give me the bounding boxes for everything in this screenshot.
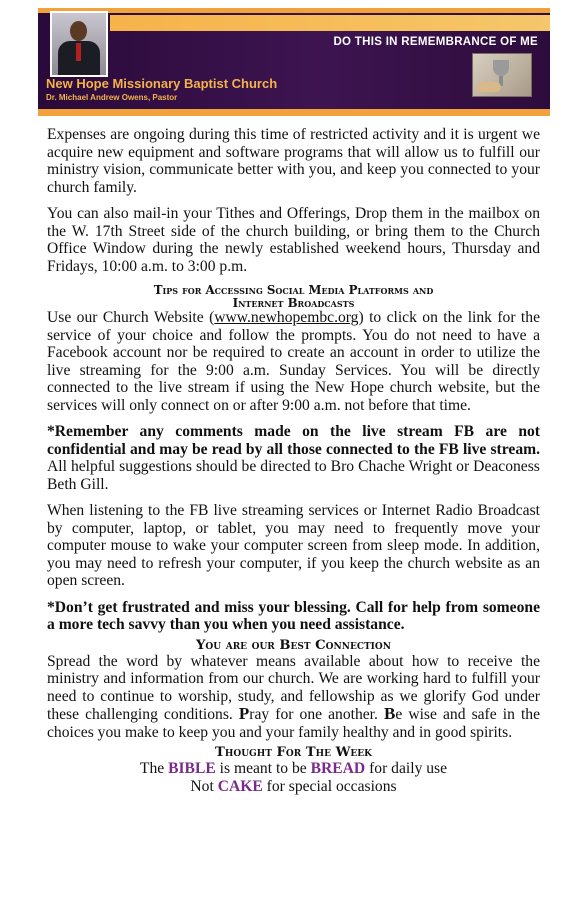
- tips-heading-line1: Tips for Accessing Social Media Platforms and: [153, 283, 434, 297]
- banner-phrase: DO THIS IN REMEMBRANCE OF ME: [333, 36, 538, 48]
- thought-heading: Thought For The Week: [215, 745, 372, 760]
- newsletter-body: [47, 126, 540, 795]
- website-paragraph: [47, 309, 540, 414]
- connection-paragraph: [47, 653, 540, 742]
- thought-line-1: [47, 760, 540, 778]
- website-link[interactable]: www.newhopembc.org: [214, 309, 359, 326]
- mail-in-paragraph: You can also mail-in your Tithes and Offerings, Drop them in the mailbox on the W. 17th Street side of the church building, or bring them to the Church Office Window during the newly established weekend hours, Thursday and Fridays, 10:00 a.m. to 3:00 p.m.: [47, 205, 540, 275]
- remember-bold-text: *Remember any comments made on the live stream FB are not confidential and may be read by all those connected to the FB live stream.: [47, 423, 540, 458]
- thought-line1-post: for daily use: [365, 760, 448, 777]
- banner-gold-strip: [110, 15, 550, 31]
- tips-heading: [47, 284, 540, 309]
- thought-line-2: [47, 778, 540, 796]
- church-name: New Hope Missionary Baptist Church: [46, 76, 278, 91]
- frustrated-paragraph: *Don’t get frustrated and miss your blessing. Call for help from someone a more tech savvy than you when you need assistance.: [47, 598, 540, 633]
- wise-initial: B: [383, 704, 396, 723]
- pray-text: ray for one another.: [249, 706, 384, 723]
- website-text-pre: Use our Church Website (: [47, 309, 215, 326]
- website-text-post: ) to click on the link for the service of your choice and follow the prompts. You do not need to have a Facebook account nor be required to create an account in order to utilize the live streaming for the 9:00 a.m. Sunday Services. You will be directly connected to the live stream if using the New Hope church website, but the services will only connect on or after 9:00 a.m. not before that time.: [47, 309, 540, 414]
- communion-image: [472, 53, 532, 97]
- header-banner: [38, 8, 550, 116]
- bread-word: BREAD: [310, 760, 366, 777]
- pray-initial: P: [238, 704, 250, 723]
- tips-heading-line2: Internet Broadcasts: [232, 295, 355, 310]
- portrait-tie: [76, 43, 81, 61]
- connection-heading: You are our Best Connection: [196, 637, 391, 653]
- remember-rest-text: All helpful suggestions should be directed to Bro Chache Wright or Deaconess Beth Gill.: [47, 458, 540, 493]
- thought-line2-pre: Not: [190, 777, 218, 795]
- thought-line1-mid: is meant to be: [215, 760, 311, 777]
- connection-text: Spread the word by whatever means available about how to receive the ministry and information from our church. We are working hard to fulfill your need to continue to worship, study, and fellowship as we glorify God under these challenging conditions.: [47, 652, 540, 723]
- pastor-portrait: [50, 11, 108, 77]
- bible-word: BIBLE: [168, 760, 216, 777]
- expenses-paragraph: Expenses are ongoing during this time of restricted activity and it is urgent we acquire new equipment and software programs that will allow us to fulfill our ministry vision, communicate better with you, and keep you connected to your church family.: [47, 126, 540, 196]
- cake-word: CAKE: [217, 777, 263, 795]
- listening-paragraph: When listening to the FB live streaming services or Internet Radio Broadcast by computer, laptop, or tablet, you may need to frequently move your computer mouse to wake your computer screen from sleep mode. In addition, you may need to refresh your computer, if you keep the church website as an open screen.: [47, 502, 540, 589]
- portrait-head: [70, 21, 87, 41]
- wise-text: e wise and safe in the choices you make to keep you and your family healthy and in good spirits.: [47, 706, 541, 741]
- bread-icon: [477, 82, 501, 92]
- pastor-name: Dr. Michael Andrew Owens, Pastor: [46, 93, 178, 102]
- thought-line2-post: for special occasions: [262, 777, 397, 795]
- thought-line1-pre: The: [139, 760, 169, 777]
- chalice-icon: [493, 60, 509, 76]
- remember-paragraph: [47, 423, 540, 493]
